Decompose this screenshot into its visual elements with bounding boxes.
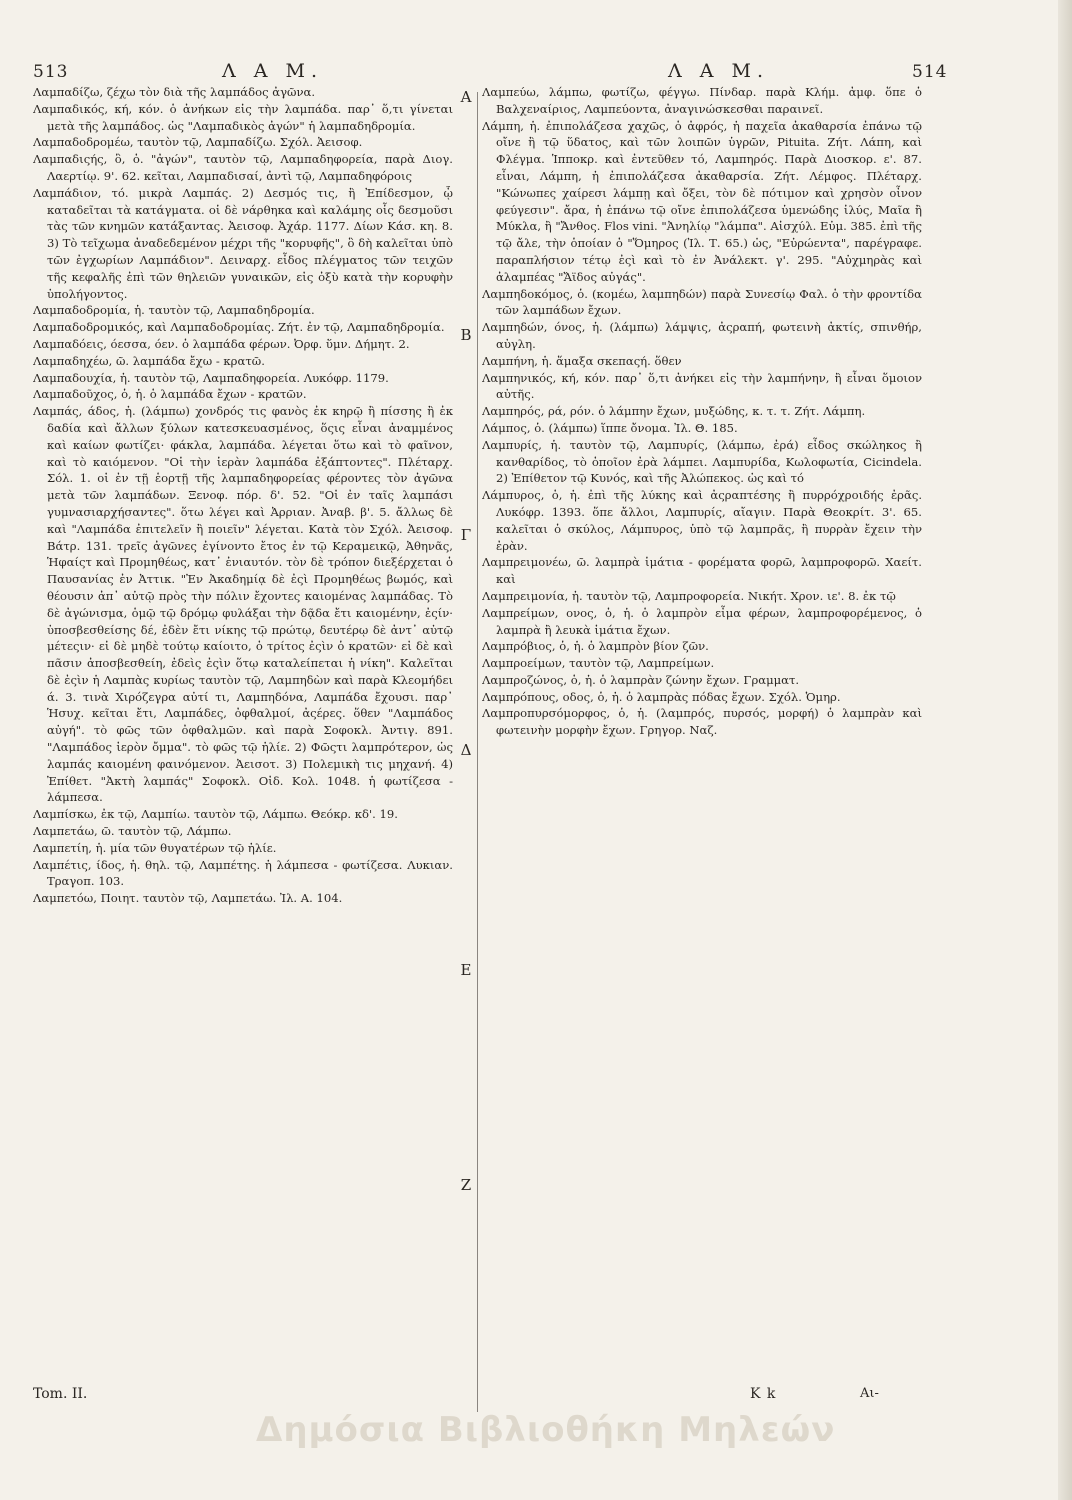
dictionary-entry: Λαμπηνικός, κή, κόν. παρ᾽ ὅ,τι ἀνήκει εἰς τὴν λαμπήνην, ἢ εἶναι ὅμοιον αὐτῆς. — [482, 370, 922, 402]
column-divider — [477, 92, 478, 1412]
dictionary-entry: Λαμπάς, άδος, ἡ. (λάμπω) χονδρός τις φανὸς ἐκ κηρῷ ἢ πίσσης ἢ ἐκ δαδία καὶ ἄλλων ξύλων κατεσκευασμένος, ὅςις εἶναι ἀναμμένος καὶ καίων φωτίζει· φάκλα, λαμπάδα. λέγεται ὅτω καὶ τὸ φαῖνον, καὶ τὸ καιόμενον. "Οἱ τὴν ἱερὰν λαμπάδα ἐξάπτοντες". Πλέταρχ. Σόλ. 1. οἱ ἐν τῇ ἑορτῇ τῆς λαμπαδηφορείας φέροντες τὸν ἀγῶνα μετὰ τῶν λαμπάδων. Ξενοφ. πόρ. δ'. 52. "Οἱ ἐν ταῖς λαμπάσι γυμνασιαρχήσαντες". ὅτω λέγει καὶ Ἀρριαν. Ἀναβ. β'. 5. ἄλλως δὲ καὶ "Λαμπάδα ἐπιτελεῖν ἢ ποιεῖν" λέγεται. Κατὰ τὸν Σχόλ. Ἀεισοφ. Βάτρ. 131. τρεῖς ἀγῶνες ἐγίνοντο ἔτος ἐν τῷ Κεραμεικῷ, Ἀθηνᾶς, Ἡφαίςτ καὶ Προμηθέως, κατ᾽ ἐνιαυτόν. τὸν δὲ τρόπον διεξέρχεται ὁ Παυσανίας ἐν Ἀττικ. "Ἐν Ἀκαδημίᾳ δὲ ἐςὶ Προμηθέως βωμός, καὶ θέουσιν ἀπ᾽ αὐτῷ πρὸς τὴν πόλιν ἔχοντες καιομένας λαμπάδας. Τὸ δὲ ἀγώνισμα, ὁμῷ τῷ δρόμῳ φυλάξαι τὴν δᾷδα ἔτι καιομένην, ἐςίν· ὑποσβεσθείσης δέ, ἐδὲν ἔτι νίκης τῷ πρώτῳ, δευτέρῳ δὲ ἀντ᾽ αὐτῷ μέτεςιν· εἰ δὲ μηδὲ τούτῳ καίοιτο, ὁ τρίτος ἐςὶν ὁ κρατῶν· εἰ δὲ καὶ πᾶσιν ἀποσβεσθείη, ἐδεὶς ἐςὶν ὅτῳ καταλείπεται ἡ νίκη". Καλεῖται δὲ ἐςὶν ἡ Λαμπὰς κυρίως ταυτὸν τῷ, Λαμπηδὼν καὶ παρὰ Κλεομήδει ά. 3. τινὰ Χιρόζεγρα αὐτί τι, Λαμπηδόνα, Λαμπάδα ἔχουσι. παρ᾽ Ἡσυχ. κεῖται ἔτι, Λαμπάδες, ὀφθαλμοί, ἀςέρες. ὅθεν "Λαμπάδος αὐγή". τὸ φῶς τῶν ὀφθαλμῶν. καὶ παρὰ Σοφοκλ. Ἀντιγ. 891. "Λαμπάδος ἱερὸν ὄμμα". τὸ φῶς τῷ ἡλίε. 2) Φῶςτι λαμπρότερον, ὡς λαμπάς καιομένη φαινόμενον. Ἀεισοτ. 3) Πολεμικὴ τις μηχανή. 4) Ἐπίθετ. "Ἀκτὴ λαμπάς" Σοφοκλ. Οἰδ. Κολ. 1048. ἡ φωτίζεσα - λάμπεσα. — [33, 404, 453, 805]
dictionary-entry: Λαμπίσκω, ἐκ τῷ, Λαμπίω. ταυτὸν τῷ, Λάμπω. Θεόκρ. κδ'. 19. — [33, 807, 398, 822]
dictionary-entry: Λαμπαδοδρομία, ἡ. ταυτὸν τῷ, Λαμπαδηδρομία. — [33, 303, 315, 318]
dictionary-entry: Λαμπροείμων, ταυτὸν τῷ, Λαμπρείμων. — [482, 656, 715, 671]
dictionary-entry: Λαμπαδηχέω, ῶ. λαμπάδα ἔχω - κρατῶ. — [33, 353, 265, 368]
dictionary-entry: Λαμπρόπους, οδος, ὁ, ἡ. ὁ λαμπρὰς πόδας ἔχων. Σχόλ. Ὁμηρ. — [482, 689, 841, 704]
dictionary-entry: Λαμπαδιςής, ὃ, ὁ. "ἀγών", ταυτὸν τῷ, Λαμπαδηφορεία, παρὰ Διογ. Λαερτίῳ. 9'. 62. κεῖται, Λαμπαδισαί, ἀντὶ τῷ, Λαμπαδηφόροις — [33, 152, 453, 183]
margin-letter: A — [460, 88, 472, 106]
dictionary-entry: Λαμπαδοῦχος, ὁ, ἡ. ὁ λαμπάδα ἔχων - κρατῶν. — [33, 387, 307, 402]
dictionary-entry: Λαμπυρίς, ἡ. ταυτὸν τῷ, Λαμπυρίς, (λάμπω, ἐρά) εἶδος σκώληκος ἢ κανθαρίδος, τὸ ὁποῖον ἐρὰ λάμπει. Λαμπυρίδα, Κωλοφωτία, Cicindela. 2) Ἐπίθετον τῷ Κυνός, καὶ τῆς Ἀλώπεκος. ὡς καὶ τό — [482, 437, 922, 486]
margin-letter: Δ — [460, 741, 472, 759]
library-watermark: Δημόσια Βιβλιοθήκη Μηλεών — [256, 1410, 836, 1450]
left-column — [33, 84, 453, 1376]
dictionary-entry: Λαμπαδικός, κή, κόν. ὁ ἀνήκων εἰς τὴν λαμπάδα. παρ᾽ ὅ,τι γίνεται μετὰ τῆς λαμπάδος. ὡς "Λαμπαδικὸς ἀγών" ἡ λαμπαδηδρομία. — [33, 101, 453, 133]
dictionary-entry: Λαμπαδίζω, ζέχω τὸν διὰ τῆς λαμπάδος ἀγῶνα. — [33, 85, 316, 99]
dictionary-entry: Λαμπαδόεις, όεσσα, όεν. ὁ λαμπάδα φέρων. Ὀρφ. ὕμν. Δήμητ. 2. — [33, 336, 410, 351]
dictionary-entry: Λαμπετίη, ἡ. μία τῶν θυγατέρων τῷ ἡλίε. — [33, 840, 277, 855]
dictionary-entry: Λαμπρειμονία, ἡ. ταυτὸν τῷ, Λαμπροφορεία. Νικήτ. Χρον. ιε'. 8. ἐκ τῷ — [482, 588, 896, 603]
dictionary-entry: Λαμπετάω, ῶ. ταυτὸν τῷ, Λάμπω. — [33, 824, 232, 839]
left-running-head: Λ Α Μ. — [222, 60, 324, 82]
page-edge — [1058, 0, 1072, 1500]
margin-letter: Γ — [460, 526, 472, 544]
dictionary-entry: Λαμπάδιον, τό. μικρὰ Λαμπάς. 2) Δεσμός τις, ἢ Ἐπίδεσμον, ᾧ καταδεῖται τὰ κατάγματα. οἱ δὲ νάρθηκα καὶ καλάμης οἷς δεσμοῦσι τὰς τῶν κνημῶν κατάξαντας. Ἀεισοφ. Ἀχάρ. 1177. Δίων Κάσ. κη. 8. 3) Τὸ τεῖχωμα ἀναδεδεμένον μέχρι τῆς "κορυφῆς", ὃ δὴ καλεῖται ὑπὸ τῶν ἐγχωρίων Λαμπάδιον". Δειναρχ. εἶδος πλέγματος τῶν τειχῶν τῆς κεφαλῆς ἐπὶ τῶν θηλειῶν γυναικῶν, εἰς ὀξὺ κατὰ τὴν κορυφὴν ὑπολήγοντος. — [33, 185, 453, 301]
dictionary-entry: Λαμπηρός, ρά, ρόν. ὁ λάμπην ἔχων, μυξώδης, κ. τ. τ. Ζήτ. Λάμπη. — [482, 404, 866, 419]
dictionary-entry: Λάμπος, ὁ. (λάμπω) ἵππε ὄνομα. Ἰλ. Θ. 185. — [482, 420, 738, 435]
margin-letter: B — [460, 326, 472, 344]
dictionary-entry: Λαμπεύω, λάμπω, φωτίζω, φέγγω. Πίνδαρ. παρὰ Κλήμ. ἀμφ. ὅπε ὁ Βαλχεναίριος, Λαμπεύοντα, ἀναγινώσκεσθαι παραινεῖ. — [482, 85, 922, 116]
dictionary-entry: Λαμπηδών, όνος, ἡ. (λάμπω) λάμψις, ἀςραπή, φωτεινὴ ἀκτίς, σπινθήρ, αὐγλη. — [482, 320, 922, 351]
dictionary-entry: Λαμπρείμων, ονος, ὁ, ἡ. ὁ λαμπρὸν εἷμα φέρων, λαμπροφορέμενος, ὁ λαμπρὰ ἢ λευκὰ ἱμάτια ἔχων. — [482, 605, 922, 637]
dictionary-entry: Λαμπηδοκόμος, ὁ. (κομέω, λαμπηδών) παρὰ Συνεσίῳ Φαλ. ὁ τὴν φροντίδα τῶν λαμπάδων ἔχων. — [482, 286, 922, 318]
margin-letter: Z — [460, 1176, 472, 1194]
dictionary-entry: Λαμπροπυρσόμορφος, ὁ, ἡ. (λαμπρός, πυρσός, μορφή) ὁ λαμπρὰν καὶ φωτεινὴν μορφὴν ἔχων. Γρηγορ. Ναζ. — [482, 706, 922, 738]
margin-letter: E — [460, 961, 472, 979]
dictionary-entry: Λαμπροζώνος, ὁ, ἡ. ὁ λαμπρὰν ζώνην ἔχων. Γραμματ. — [482, 672, 800, 687]
dictionary-entry: Λαμπήνη, ἡ. ἅμαξα σκεπαςή. ὅθεν — [482, 353, 682, 368]
right-page-number: 514 — [912, 62, 948, 82]
right-column — [482, 84, 922, 1324]
dictionary-entry: Λαμπαδοδρομικός, καὶ Λαμπαδοδρομίας. Ζήτ. ἐν τῷ, Λαμπαδηδρομία. — [33, 320, 445, 335]
dictionary-entry: Λαμπαδουχία, ἡ. ταυτὸν τῷ, Λαμπαδηφορεία. Λυκόφρ. 1179. — [33, 370, 389, 385]
right-running-head: Λ Α Μ. — [668, 60, 770, 82]
dictionary-entry: Λάμπη, ἡ. ἐπιπολάζεσα χαχῶς, ὁ ἀφρός, ἡ παχεῖα ἀκαθαρσία ἐπάνω τῷ οἴνε ἢ τῷ ὕδατος, καὶ τῶν λοιπῶν ὑγρῶν, Pituita. Ζήτ. Λάπη, καὶ Φλέγμα. Ἱπποκρ. καὶ ἐντεῦθεν τό, Λαμπηρός. Παρὰ Διοσκορ. ε'. 87. εἶναι, Λάμπη, ἡ ἐπιπολάζεσα ἀκαθαρσία. Ζήτ. Λέμφος. Πλέταρχ. "Κώνωπες χαίρεσι λάμπῃ καὶ ὄξει, τὸν δὲ πότιμον καὶ χρησὸν οἶνον φεύγεσιν". ἄρα, ἡ ἐπάνω τῷ οἴνε ἐπιπολάζεσα ὑμενώδης ἰλύς, Μαῖα ἢ Μύκλα, ἢ "Ἄνθος. Flos vini. "Ἀνηλίῳ "λάμπα". Αἰσχύλ. Εὐμ. 385. ἐπὶ τῆς τῷ ἄλε, τὴν ὁποίαν ὁ "Ὅμηρος (Ἰλ. Τ. 65.) ὡς, "Εὐρώεντα", παρέγραφε. παραπλήσιον τέτῳ ἐςὶ καὶ τὸ ἐν Ἀνάλεκτ. γ'. 295. "Αὐχμηρὰς καὶ ἀλαμπέας "Ἄϊδος αὐγάς". — [482, 118, 922, 284]
dictionary-entry: Λαμπετόω, Ποιητ. ταυτὸν τῷ, Λαμπετάω. Ἰλ. Α. 104. — [33, 891, 343, 906]
left-page-number: 513 — [33, 62, 69, 82]
dictionary-entry: Λαμπέτις, ίδος, ἡ. θηλ. τῷ, Λαμπέτης. ἡ λάμπεσα - φωτίζεσα. Λυκιαν. Τραγοπ. 103. — [33, 857, 453, 889]
volume-mark: Tom. II. — [33, 1386, 88, 1402]
dictionary-entry: Λαμπρειμονέω, ῶ. λαμπρὰ ἱμάτια - φορέματα φορῶ, λαμπροφορῶ. Χαείτ. καὶ — [482, 555, 922, 587]
dictionary-entry: Λάμπυρος, ὁ, ἡ. ἐπὶ τῆς λύκης καὶ ἀςραπτέσης ἢ πυρρόχροιδής ἐρᾶς. Λυκόφρ. 1393. ὅπε ἄλλοι, Λαμπυρίς, αἴαγιν. Παρὰ Θεοκρίτ. 3'. 65. καλεῖται ὁ σκύλος, Λάμπυρος, ὑπὸ τῷ λαμπρᾶς, ἢ πυρρὰν ἔχειν τὴν ἐρὰν. — [482, 488, 922, 553]
dictionary-entry: Λαμπρόβιος, ὁ, ἡ. ὁ λαμπρὸν βίον ζῶν. — [482, 639, 709, 654]
dictionary-entry: Λαμπαδοδρομέω, ταυτὸν τῷ, Λαμπαδίζω. Σχόλ. Ἀεισοφ. — [33, 135, 363, 150]
catchword: Αι- — [860, 1386, 879, 1401]
signature-mark: K k — [750, 1386, 777, 1402]
margin-section-letters — [456, 86, 476, 1206]
